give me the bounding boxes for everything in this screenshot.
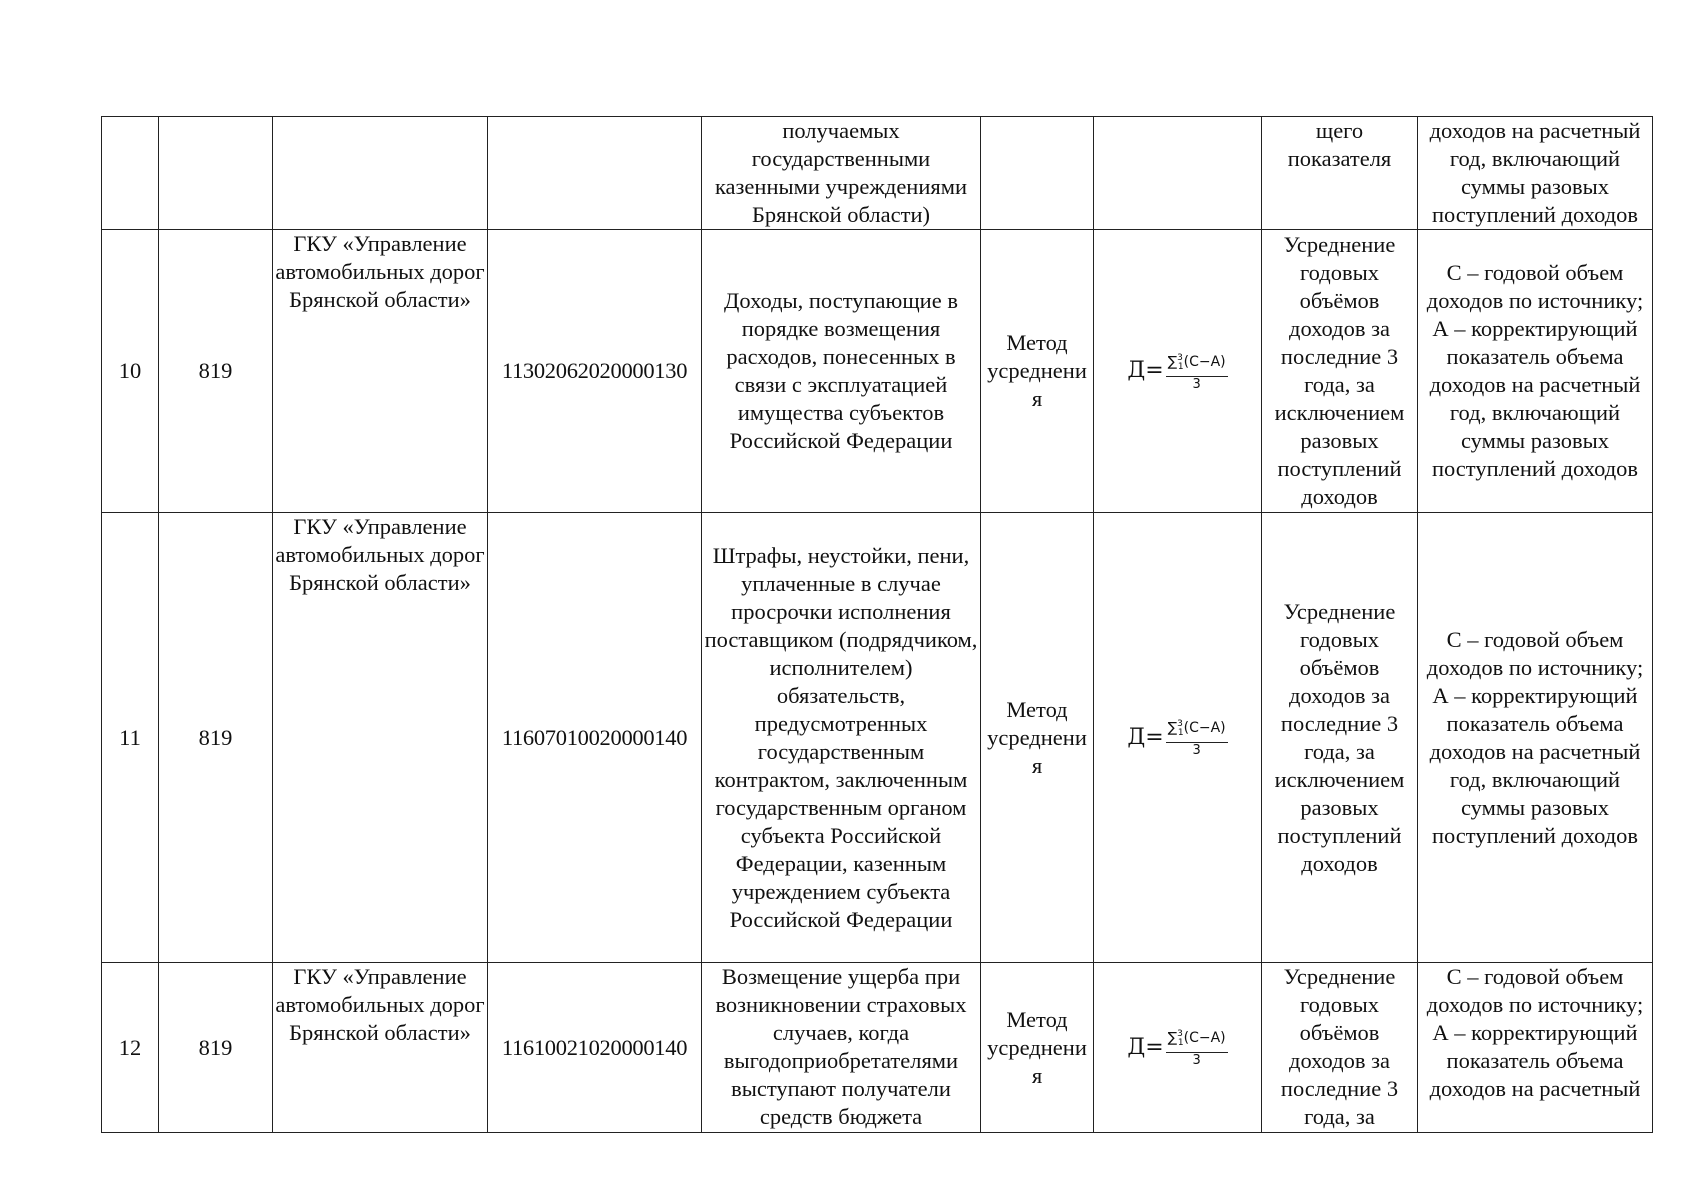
- cell-num: 10: [102, 230, 159, 513]
- cell-notes: С – годовой объем доходов по источнику; А – корректирующий показатель объема доходов на расчетный год, включающий суммы разовых поступлений доходов: [1418, 230, 1653, 513]
- table-row: [102, 963, 1653, 1133]
- cell-kbk: 11302062020000130: [488, 230, 702, 513]
- cell-code: 819: [159, 230, 273, 513]
- formula-lhs: Д=: [1127, 1034, 1164, 1060]
- table-row: [102, 230, 1653, 513]
- cell-num: [102, 117, 159, 230]
- formula-numerator: (C−A): [1183, 1030, 1226, 1046]
- cell-code: [159, 117, 273, 230]
- cell-code: 819: [159, 963, 273, 1133]
- cell-description: получаемых государственными казенными учреждениями Брянской области): [702, 117, 981, 230]
- formula-numerator: (C−A): [1183, 720, 1226, 736]
- cell-description: Доходы, поступающие в порядке возмещения расходов, понесенных в связи с эксплуатацией имущества субъектов Российской Федерации: [702, 230, 981, 513]
- cell-basis: Усреднение годовых объёмов доходов за последние 3 года, за исключением разовых поступлений доходов: [1262, 513, 1418, 963]
- revenue-forecast-table: [101, 116, 1653, 1133]
- table-row-continuation: [102, 117, 1653, 230]
- averaging-formula: Д= $\frac{\sum^3_1(C-A)}{3}$: [1127, 1026, 1227, 1069]
- cell-agency: [273, 117, 488, 230]
- cell-agency: ГКУ «Управление автомобильных дорог Брянской области»: [273, 513, 488, 963]
- cell-method: [981, 117, 1094, 230]
- cell-formula: [1094, 963, 1262, 1133]
- cell-kbk: [488, 117, 702, 230]
- formula-denominator: 3: [1192, 1053, 1201, 1068]
- formula-denominator: 3: [1192, 743, 1201, 758]
- cell-notes: С – годовой объем доходов по источнику; А – корректирующий показатель объема доходов на расчетный: [1418, 963, 1653, 1133]
- cell-formula: [1094, 230, 1262, 513]
- cell-basis: Усреднение годовых объёмов доходов за последние 3 года, за: [1262, 963, 1418, 1133]
- cell-kbk: 11607010020000140: [488, 513, 702, 963]
- cell-description: Штрафы, неустойки, пени, уплаченные в случае просрочки исполнения поставщиком (подрядчиком, исполнителем) обязательств, предусмотренных государственным контрактом, заключенным государственным органом субъекта Российской Федерации, казенным учреждением субъекта Российской Федерации: [702, 513, 981, 963]
- cell-notes: С – годовой объем доходов по источнику; А – корректирующий показатель объема доходов на расчетный год, включающий суммы разовых поступлений доходов: [1418, 513, 1653, 963]
- cell-basis: Усреднение годовых объёмов доходов за последние 3 года, за исключением разовых поступлений доходов: [1262, 230, 1418, 513]
- table-row: [102, 513, 1653, 963]
- cell-agency: ГКУ «Управление автомобильных дорог Брянской области»: [273, 963, 488, 1133]
- cell-notes: доходов на расчетный год, включающий суммы разовых поступлений доходов: [1418, 117, 1653, 230]
- averaging-formula: Д= $\frac{\sum^3_1(C-A)}{3}$: [1127, 716, 1227, 759]
- formula-lhs: Д=: [1127, 724, 1164, 750]
- cell-method: Метод усреднения: [981, 513, 1094, 963]
- cell-description: Возмещение ущерба при возникновении страховых случаев, когда выгодоприобретателями выступают получатели средств бюджета: [702, 963, 981, 1133]
- averaging-formula: Д= $\frac{\sum^3_1(C-A)}{3}$: [1127, 350, 1227, 393]
- cell-num: 12: [102, 963, 159, 1133]
- cell-formula: [1094, 513, 1262, 963]
- formula-numerator: (C−A): [1183, 353, 1226, 370]
- cell-method: Метод усреднения: [981, 963, 1094, 1133]
- cell-kbk: 11610021020000140: [488, 963, 702, 1133]
- cell-agency: ГКУ «Управление автомобильных дорог Брянской области»: [273, 230, 488, 513]
- cell-method: Метод усреднения: [981, 230, 1094, 513]
- formula-lhs: Д=: [1127, 358, 1164, 383]
- formula-denominator: 3: [1192, 376, 1201, 392]
- cell-formula: [1094, 117, 1262, 230]
- cell-code: 819: [159, 513, 273, 963]
- cell-basis: щего показателя: [1262, 117, 1418, 230]
- cell-num: 11: [102, 513, 159, 963]
